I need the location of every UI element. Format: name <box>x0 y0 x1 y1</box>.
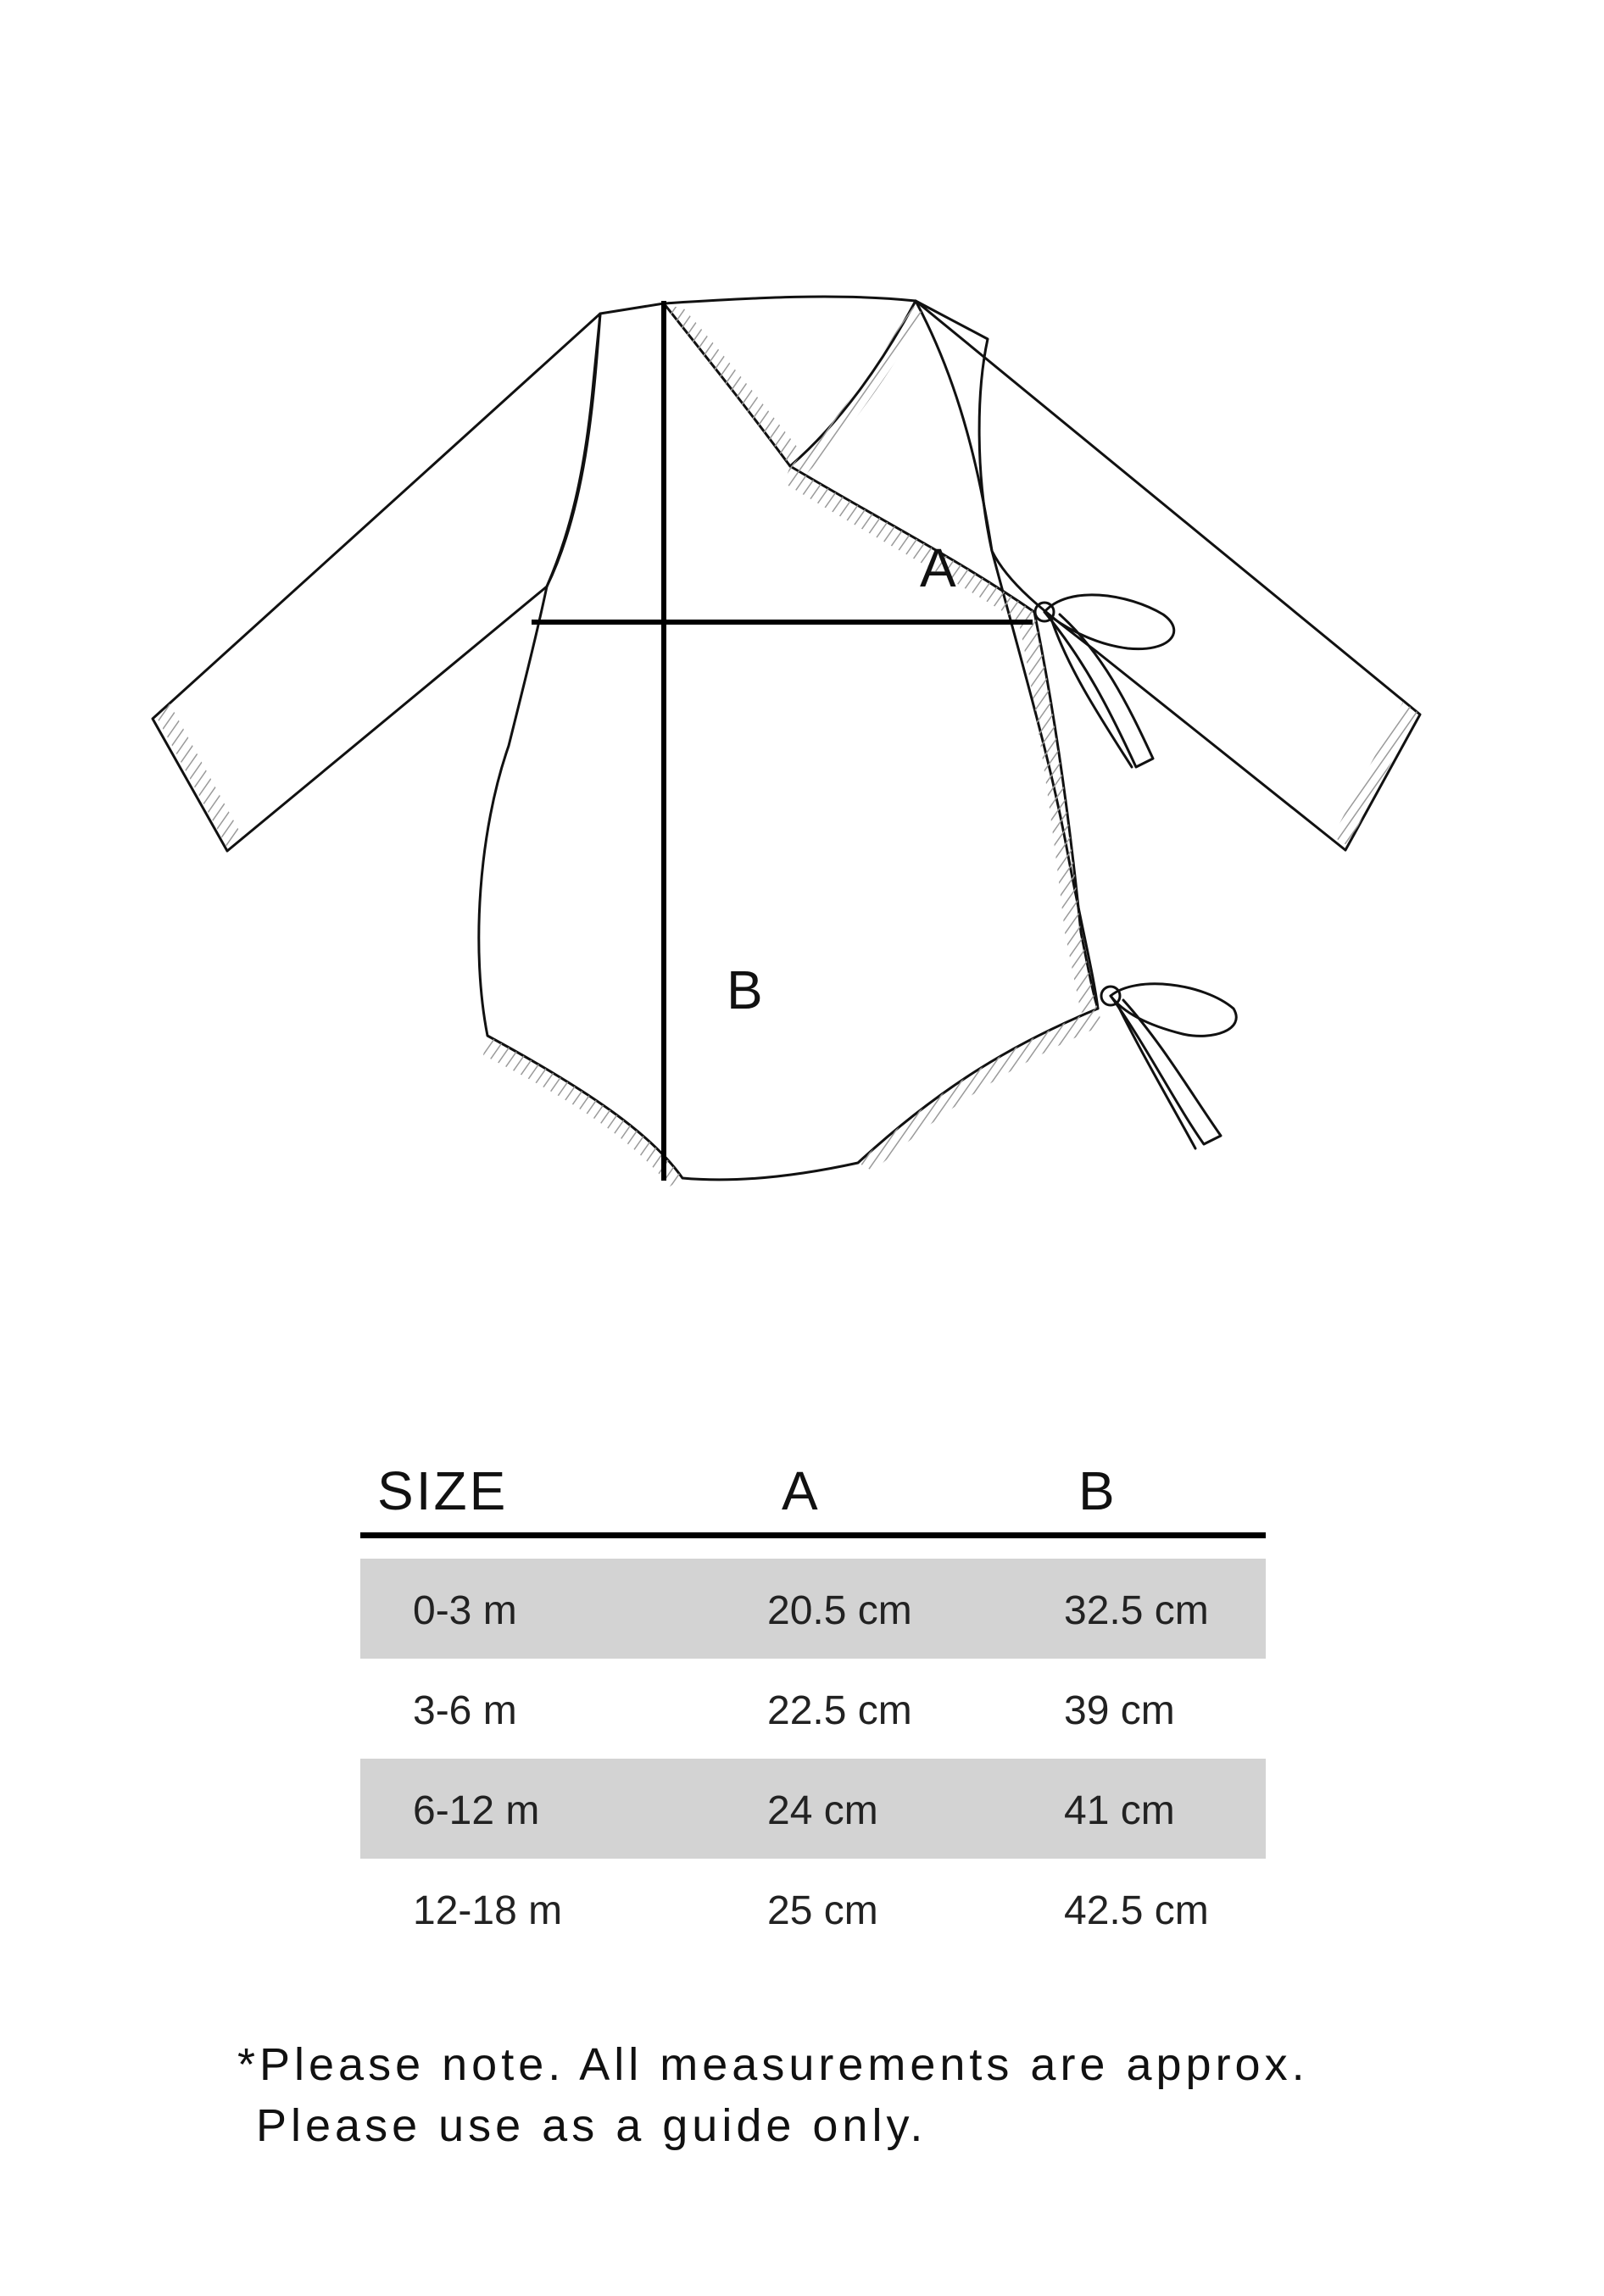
table-row <box>360 1759 1266 1859</box>
diagram-label-a: A <box>920 537 956 598</box>
upper-tie-loop <box>1044 595 1174 649</box>
right-leg-trim <box>858 1009 1102 1171</box>
size-chart-table <box>360 1441 1266 1959</box>
row-b: 42.5 cm <box>1064 1888 1209 1933</box>
row-b: 41 cm <box>1064 1788 1175 1833</box>
left-cuff-trim <box>155 703 242 848</box>
back-neckline <box>790 301 916 466</box>
row-b: 32.5 cm <box>1064 1588 1209 1633</box>
body-outline <box>479 297 1098 1180</box>
row-size: 0-3 m <box>413 1588 517 1633</box>
row-size: 12-18 m <box>413 1888 563 1933</box>
right-sleeve <box>916 301 1420 850</box>
bodysuit-outline <box>153 297 1420 1180</box>
lower-tie-end-1 <box>1111 996 1221 1144</box>
right-cuff-trim <box>1333 702 1417 846</box>
neck-trim-left <box>666 307 800 466</box>
diagram-label-b: B <box>727 959 763 1020</box>
note-line-1: *Please note. All measurements are approx. <box>237 2039 1309 2090</box>
table-row <box>360 1859 1266 1959</box>
header-a: A <box>782 1460 821 1521</box>
table-body <box>360 1559 1266 1959</box>
table-row <box>360 1559 1266 1659</box>
row-a: 25 cm <box>767 1888 878 1933</box>
row-a: 24 cm <box>767 1788 878 1833</box>
row-a: 20.5 cm <box>767 1588 912 1633</box>
left-leg-trim <box>483 1036 682 1187</box>
row-b: 39 cm <box>1064 1688 1175 1733</box>
rib-trims <box>155 305 1417 1187</box>
note-line-2: Please use as a guide only. <box>256 2100 927 2151</box>
table-row <box>360 1659 1266 1759</box>
wrap-trim <box>784 466 1034 627</box>
table-header <box>360 1441 1266 1538</box>
row-size: 6-12 m <box>413 1788 540 1833</box>
header-size: SIZE <box>377 1460 509 1521</box>
upper-tie-end-1 <box>1044 612 1153 767</box>
row-size: 3-6 m <box>413 1688 517 1733</box>
measurement-note <box>237 2034 1309 2156</box>
row-a: 22.5 cm <box>767 1688 912 1733</box>
header-b: B <box>1078 1460 1117 1521</box>
neck-trim-right <box>790 305 924 475</box>
left-sleeve <box>153 314 600 851</box>
